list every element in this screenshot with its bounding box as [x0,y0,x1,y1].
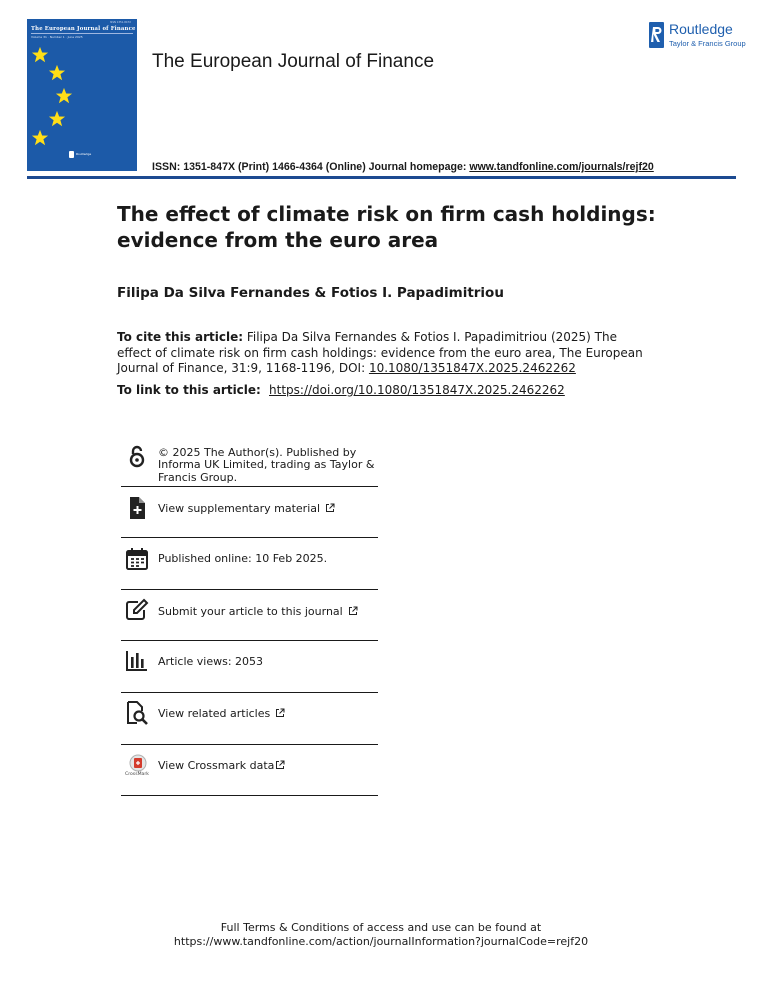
article-views: Article views: 2053 [158,655,264,668]
divider [121,744,378,745]
open-access-text: © 2025 The Author(s). Published by Informa UK Limited, trading as Taylor & Francis Group. [158,446,375,484]
supplementary-file-icon [125,496,149,520]
external-link-icon [275,760,285,770]
issn-line: ISSN: 1351-847X (Print) 1466-4364 (Online) Journal homepage: www.tandfonline.com/journals/rejf20 [152,161,654,173]
article-doi-link[interactable]: https://doi.org/10.1080/1351847X.2025.2462262 [269,383,565,397]
crossmark-link[interactable]: View Crossmark data [158,760,380,772]
routledge-logo-icon [69,151,74,158]
cover-publisher: Routledge [69,150,99,158]
journal-name: The European Journal of Finance [152,51,435,72]
calendar-icon [125,547,149,571]
divider [121,537,378,538]
crossmark-badge: CrossMark [125,772,149,777]
supplementary-link[interactable]: View supplementary material [158,503,380,515]
cover-title: The European Journal of Finance [31,26,136,32]
star-icon [31,129,49,147]
cover-issn: ISSN 1351-847X [109,21,131,24]
submit-article-link[interactable]: Submit your article to this journal [158,606,380,618]
article-link-line: To link to this article: https://doi.org/10.1080/1351847X.2025.2462262 [117,383,565,397]
publisher-group: Taylor & Francis Group [669,39,746,48]
journal-homepage-link[interactable]: www.tandfonline.com/journals/rejf20 [469,161,654,173]
divider [121,486,378,487]
footer [0,921,762,950]
cover-issue: Volume 31 · Number 1 · June 2025 [31,35,83,39]
star-icon [31,46,49,64]
publisher-name: Routledge [669,21,733,37]
edit-icon [125,598,149,622]
external-link-icon [275,708,285,718]
related-articles-search-icon [125,701,149,725]
citation: To cite this article: Filipa Da Silva Fernandes & Fotios I. Papadimitriou (2025) The effect of climate risk on firm cash holdings: evidence from the euro area, The European Journal of Finance, 31:9, 1168-1196, DOI: 10.1080/1351847X.2025.2462262 [117,330,643,376]
divider [121,795,378,796]
citation-doi-link[interactable]: 10.1080/1351847X.2025.2462262 [368,361,576,376]
external-link-icon [348,606,358,616]
article-authors: Filipa Da Silva Fernandes & Fotios I. Papadimitriou [117,285,504,301]
publisher-logo [649,20,759,50]
article-title: The effect of climate risk on firm cash holdings: evidence from the euro area [117,202,656,252]
header-divider [27,176,736,179]
published-date: Published online: 10 Feb 2025. [158,552,328,565]
star-icon [48,64,66,82]
footer-terms-link[interactable]: https://www.tandfonline.com/action/journalInformation?journalCode=rejf20 [173,935,589,949]
divider [121,692,378,693]
related-articles-link[interactable]: View related articles [158,708,380,720]
external-link-icon [325,503,335,513]
divider [121,640,378,641]
routledge-logo-icon [649,22,664,48]
star-icon [48,110,66,128]
cover-divider [31,33,133,34]
footer-terms: Full Terms & Conditions of access and use can be found at [220,921,542,934]
open-access-icon [125,444,149,468]
bar-chart-icon [125,649,149,673]
journal-cover [27,19,137,171]
star-icon [55,87,73,105]
divider [121,589,378,590]
